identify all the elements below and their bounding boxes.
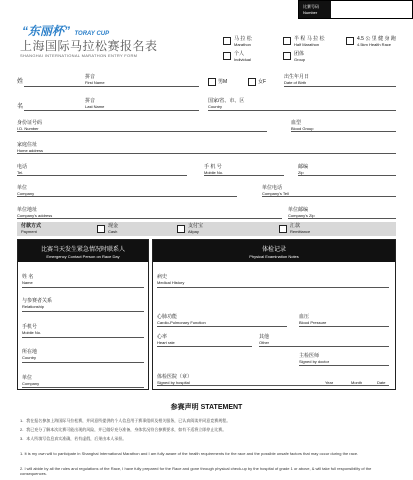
- statement-title: 参赛声明 STATEMENT: [170, 404, 243, 411]
- given-pinyin-label: 拼音 Last Name: [85, 98, 105, 109]
- alipay-label: 支付宝 Alipay: [188, 223, 204, 234]
- group-label: 团体 Group: [294, 51, 306, 62]
- payment-label: 付款方式 Payment: [21, 223, 42, 234]
- female-label: 女F: [258, 79, 267, 85]
- doctor-signature-field[interactable]: [299, 365, 389, 366]
- brand-zh: “东丽杯”: [22, 24, 71, 38]
- dob-label: 出生年月日 Date of Birth: [284, 74, 310, 85]
- surname-zh: 姓: [17, 79, 24, 85]
- cash-label: 现金 Cash: [108, 223, 119, 234]
- health-race-label: 4.5 公 里 健 身 跑 4.5km Health Race: [357, 36, 396, 47]
- doctor-label: 主检医师 Signed by doctor: [299, 353, 330, 364]
- bp-label: 血压 Blood Pressure: [299, 314, 327, 325]
- surname-field[interactable]: [24, 86, 199, 87]
- male-label: 男M: [218, 79, 228, 85]
- zip-label: 邮编 Zip: [298, 164, 309, 175]
- emergency-mobile-label: 手机号 Mobile No.: [22, 324, 42, 335]
- marathon-checkbox[interactable]: [223, 37, 231, 45]
- race-number-label: [299, 1, 331, 18]
- mobile-field[interactable]: [204, 175, 284, 176]
- race-number-en: Number: [303, 10, 318, 15]
- month-label: Month: [351, 380, 363, 385]
- medical-history-field[interactable]: [157, 287, 389, 288]
- page-subtitle: SHANGHAI INTERNATIONAL MARATHON ENTRY FORM: [20, 53, 138, 58]
- other-field[interactable]: [259, 346, 389, 347]
- hospital-signature-field[interactable]: [157, 385, 389, 386]
- page-title: 上海国际马拉松赛报名表: [20, 39, 158, 53]
- emergency-mobile-field[interactable]: [22, 337, 144, 338]
- payment-bar: [17, 222, 396, 236]
- emergency-panel: [17, 239, 149, 390]
- alipay-checkbox[interactable]: [177, 225, 185, 233]
- emergency-name-field[interactable]: [22, 287, 144, 288]
- tel-label: 电话 Tel.: [17, 164, 28, 175]
- cash-checkbox[interactable]: [97, 225, 105, 233]
- half-marathon-label: 半 程 马 拉 松 Half Marathon: [294, 36, 325, 47]
- statement-en-2: 2. I will abide by all the rules and regulations of the Race, I have fully prepared for the Race and gone through physical check-up by the hospital of grade 1 or above, & will take full responsibility of the consequences.: [20, 466, 372, 476]
- surname-pinyin-label: 拼音 First Name: [85, 74, 105, 85]
- company-tel-label: 单位电话 Company's Tell: [262, 185, 289, 196]
- remittance-label: 汇款 Remittance: [290, 223, 311, 234]
- emergency-name-label: 姓 名 Name: [22, 274, 34, 285]
- emergency-relationship-label: 与参赛者关系 Relationship: [22, 298, 53, 309]
- medical-panel: [152, 239, 396, 390]
- medical-history-label: 病史 Medical History: [157, 274, 185, 285]
- statement-zh-3: 3．本人所填写信息真实准确，若有虚假，后果由本人承担。: [20, 436, 127, 441]
- statement-en-1: 1. It is my own will to participate in Shanghai International Marathon and I am fully aware of the health requirements for the race and the possible unsafe factors that may occur during the race.: [20, 451, 359, 456]
- emergency-header: [18, 240, 148, 262]
- blood-field[interactable]: [291, 131, 396, 132]
- emergency-country-label: 所在地 Country: [22, 349, 38, 360]
- female-checkbox[interactable]: [248, 78, 256, 86]
- emergency-title-zh: 比赛当天发生紧急情况时联系人: [40, 247, 125, 253]
- company-tel-field[interactable]: [262, 196, 396, 197]
- statement-zh-1: 1．我在报名参加上海国际马拉松赛，并同意所提供的个人信息用于赛事组织及相关服务，已认真阅读并同意竞赛规程。: [20, 418, 231, 423]
- company-address-label: 单位地址 Company's address: [17, 207, 53, 218]
- date-label: Date: [377, 380, 386, 385]
- individual-checkbox[interactable]: [223, 52, 231, 60]
- company-zip-label: 单位邮编 Company's Zip: [288, 207, 315, 218]
- other-label: 其他 Other: [259, 334, 270, 345]
- country-field[interactable]: [208, 110, 396, 111]
- race-number-zh: 比赛号码: [303, 4, 319, 9]
- bp-field[interactable]: [299, 326, 389, 327]
- cardio-label: 心肺功能 Cardio-Pulmonary Function: [157, 314, 206, 325]
- emergency-company-label: 单位 Company: [22, 375, 40, 386]
- health-race-checkbox[interactable]: [346, 37, 354, 45]
- marathon-label: 马 拉 松 Marathon: [234, 36, 252, 47]
- emergency-company-field[interactable]: [22, 387, 144, 388]
- emergency-relationship-field[interactable]: [22, 311, 144, 312]
- company-address-field[interactable]: [17, 218, 282, 219]
- given-zh: 名: [17, 104, 24, 110]
- emergency-country-field[interactable]: [22, 362, 144, 363]
- blood-label: 血型 Blood Group: [291, 120, 314, 131]
- country-label: 国家/省、市、区 Country: [208, 98, 245, 109]
- medical-title-zh: 体检记录: [261, 247, 286, 253]
- individual-label: 个人 Individual: [234, 51, 251, 62]
- address-label: 家庭住址 Home address: [17, 142, 44, 153]
- statement-zh-2: 2．我已充分了解本次比赛可能出现的风险，并已做好充分准备，身体状况符合参赛要求，如有不适将立即停止比赛。: [20, 427, 227, 432]
- hospital-label: 体检医院（章） Signed by hospital: [157, 374, 193, 385]
- company-zip-field[interactable]: [288, 218, 396, 219]
- remittance-checkbox[interactable]: [279, 225, 287, 233]
- race-number-box: [298, 0, 413, 19]
- heart-rate-field[interactable]: [157, 346, 252, 347]
- zip-field[interactable]: [298, 175, 396, 176]
- company-label: 单位 Company: [17, 185, 35, 196]
- company-field[interactable]: [17, 196, 237, 197]
- id-label: 身份证号码 I.D. Number: [17, 120, 43, 131]
- year-label: Year: [325, 380, 334, 385]
- medical-header: [153, 240, 395, 262]
- medical-title-en: Physical Examination Notes: [249, 254, 299, 259]
- emergency-title-en: Emergency Contact Person on Race Day: [46, 254, 120, 259]
- id-field[interactable]: [17, 131, 267, 132]
- address-field[interactable]: [17, 153, 396, 154]
- dob-field[interactable]: [284, 86, 396, 87]
- heart-rate-label: 心率 Heart rate: [157, 334, 175, 345]
- mobile-label: 手 机 号 Mobile No.: [204, 164, 224, 175]
- given-name-field[interactable]: [24, 110, 199, 111]
- group-checkbox[interactable]: [283, 52, 291, 60]
- brand-en: TORAY CUP: [74, 31, 110, 37]
- half-marathon-checkbox[interactable]: [283, 37, 291, 45]
- cardio-field[interactable]: [157, 326, 287, 327]
- tel-field[interactable]: [17, 175, 187, 176]
- male-checkbox[interactable]: [208, 78, 216, 86]
